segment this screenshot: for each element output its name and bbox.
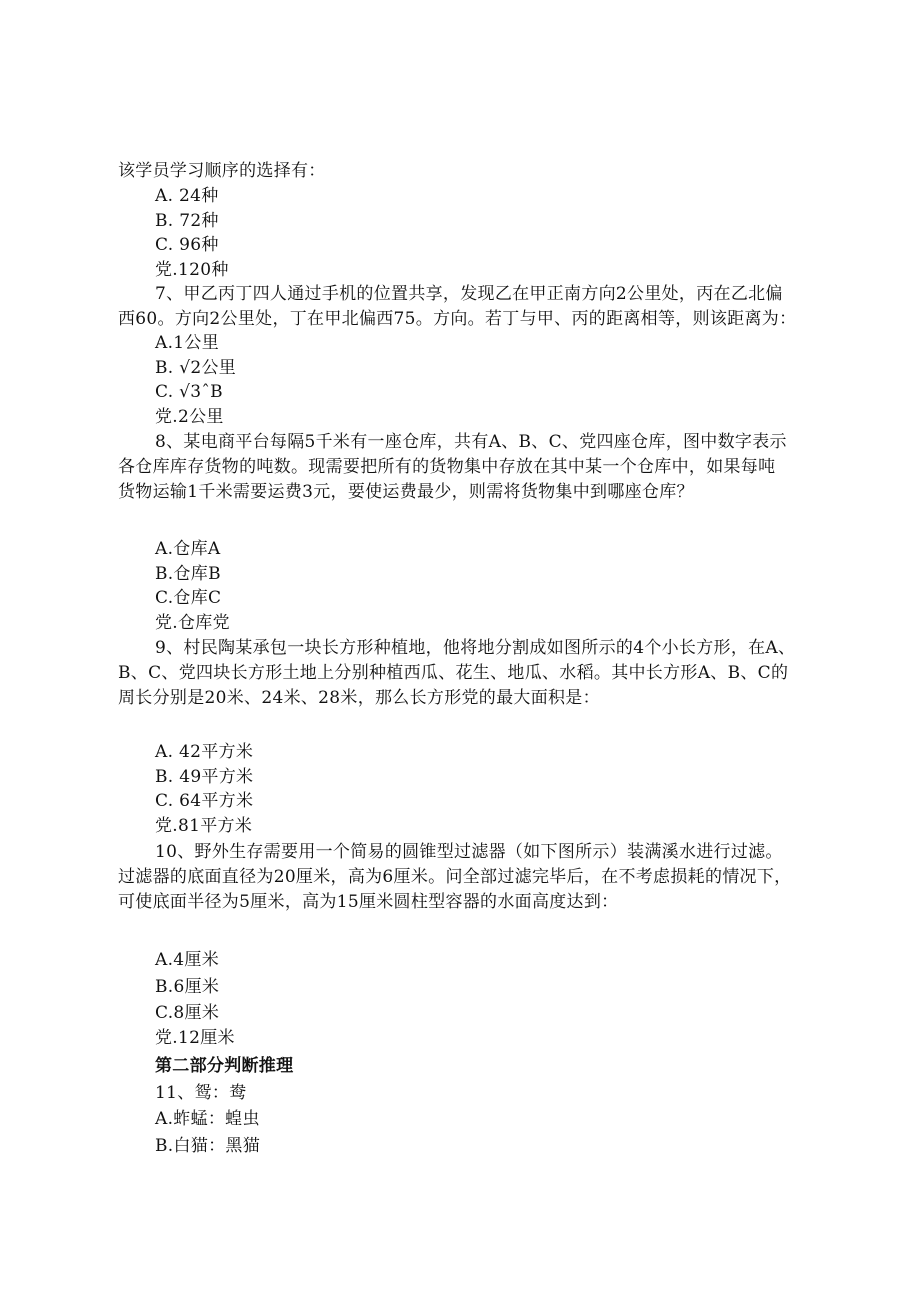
section-heading: 第二部分判断推理	[155, 1056, 294, 1076]
q10-option-a: A.4厘米	[155, 950, 219, 970]
q9-option-d: 党.81平方米	[155, 816, 253, 836]
q10-option-d: 党.12厘米	[155, 1028, 235, 1048]
q8-text-line-3: 货物运输1千米需要运费3元，要使运费最少，则需将货物集中到哪座仓库？	[118, 482, 694, 502]
q9-text-line-3: 周长分别是20米、24米、28米，那么长方形党的最大面积是：	[118, 688, 600, 708]
q8-text-line-1: 8、某电商平台每隔5千米有一座仓库，共有A、B、C、党四座仓库，图中数字表示	[155, 432, 787, 452]
q7-option-a: A.1公里	[155, 333, 219, 353]
q6-option-c: C. 96种	[155, 235, 219, 255]
q8-text-line-2: 各仓库库存货物的吨数。现需要把所有的货物集中存放在其中某一个仓库中，如果每吨	[118, 457, 776, 477]
q8-option-c: C.仓库C	[155, 588, 222, 608]
q7-text-line-1: 7、甲乙丙丁四人通过手机的位置共享，发现乙在甲正南方向2公里处，丙在乙北偏	[155, 284, 783, 304]
q9-option-b: B. 49平方米	[155, 767, 254, 787]
q6-option-a: A. 24种	[155, 186, 219, 206]
q10-option-c: C.8厘米	[155, 1003, 220, 1023]
q6-option-d: 党.120种	[155, 260, 229, 280]
q9-option-c: C. 64平方米	[155, 791, 254, 811]
q7-text-line-2: 西60。方向2公里处，丁在甲北偏西75。方向。若丁与甲、丙的距离相等，则该距离为：	[118, 309, 797, 329]
q9-option-a: A. 42平方米	[155, 742, 254, 762]
q10-text-line-1: 10、野外生存需要用一个简易的圆锥型过滤器（如下图所示）装满溪水进行过滤。	[155, 842, 783, 862]
q7-option-b: B. √2公里	[155, 358, 237, 378]
q8-option-a: A.仓库A	[155, 539, 221, 559]
q10-text-line-3: 可使底面半径为5厘米，高为15厘米圆柱型容器的水面高度达到：	[118, 892, 619, 912]
q9-text-line-1: 9、村民陶某承包一块长方形种植地，他将地分割成如图所示的4个小长方形，在A、	[155, 638, 796, 658]
q8-option-d: 党.仓库党	[155, 613, 230, 633]
q7-option-d: 党.2公里	[155, 407, 224, 427]
q8-option-b: B.仓库B	[155, 564, 221, 584]
q9-text-line-2: B、C、党四块长方形土地上分别种植西瓜、花生、地瓜、水稻。其中长方形A、B、C的	[118, 663, 789, 683]
q10-option-b: B.6厘米	[155, 977, 220, 997]
q11-option-a: A.蚱蜢：蝗虫	[155, 1109, 260, 1129]
q11-text: 11、鸳：鸯	[155, 1083, 247, 1103]
text-line-intro: 该学员学习顺序的选择有：	[118, 161, 326, 181]
q6-option-b: B. 72种	[155, 211, 219, 231]
q11-option-b: B.白猫：黑猫	[155, 1136, 260, 1156]
q7-option-c: C. √3ˆB	[155, 382, 223, 402]
q10-text-line-2: 过滤器的底面直径为20厘米，高为6厘米。问全部过滤完毕后，在不考虑损耗的情况下，	[118, 867, 792, 887]
